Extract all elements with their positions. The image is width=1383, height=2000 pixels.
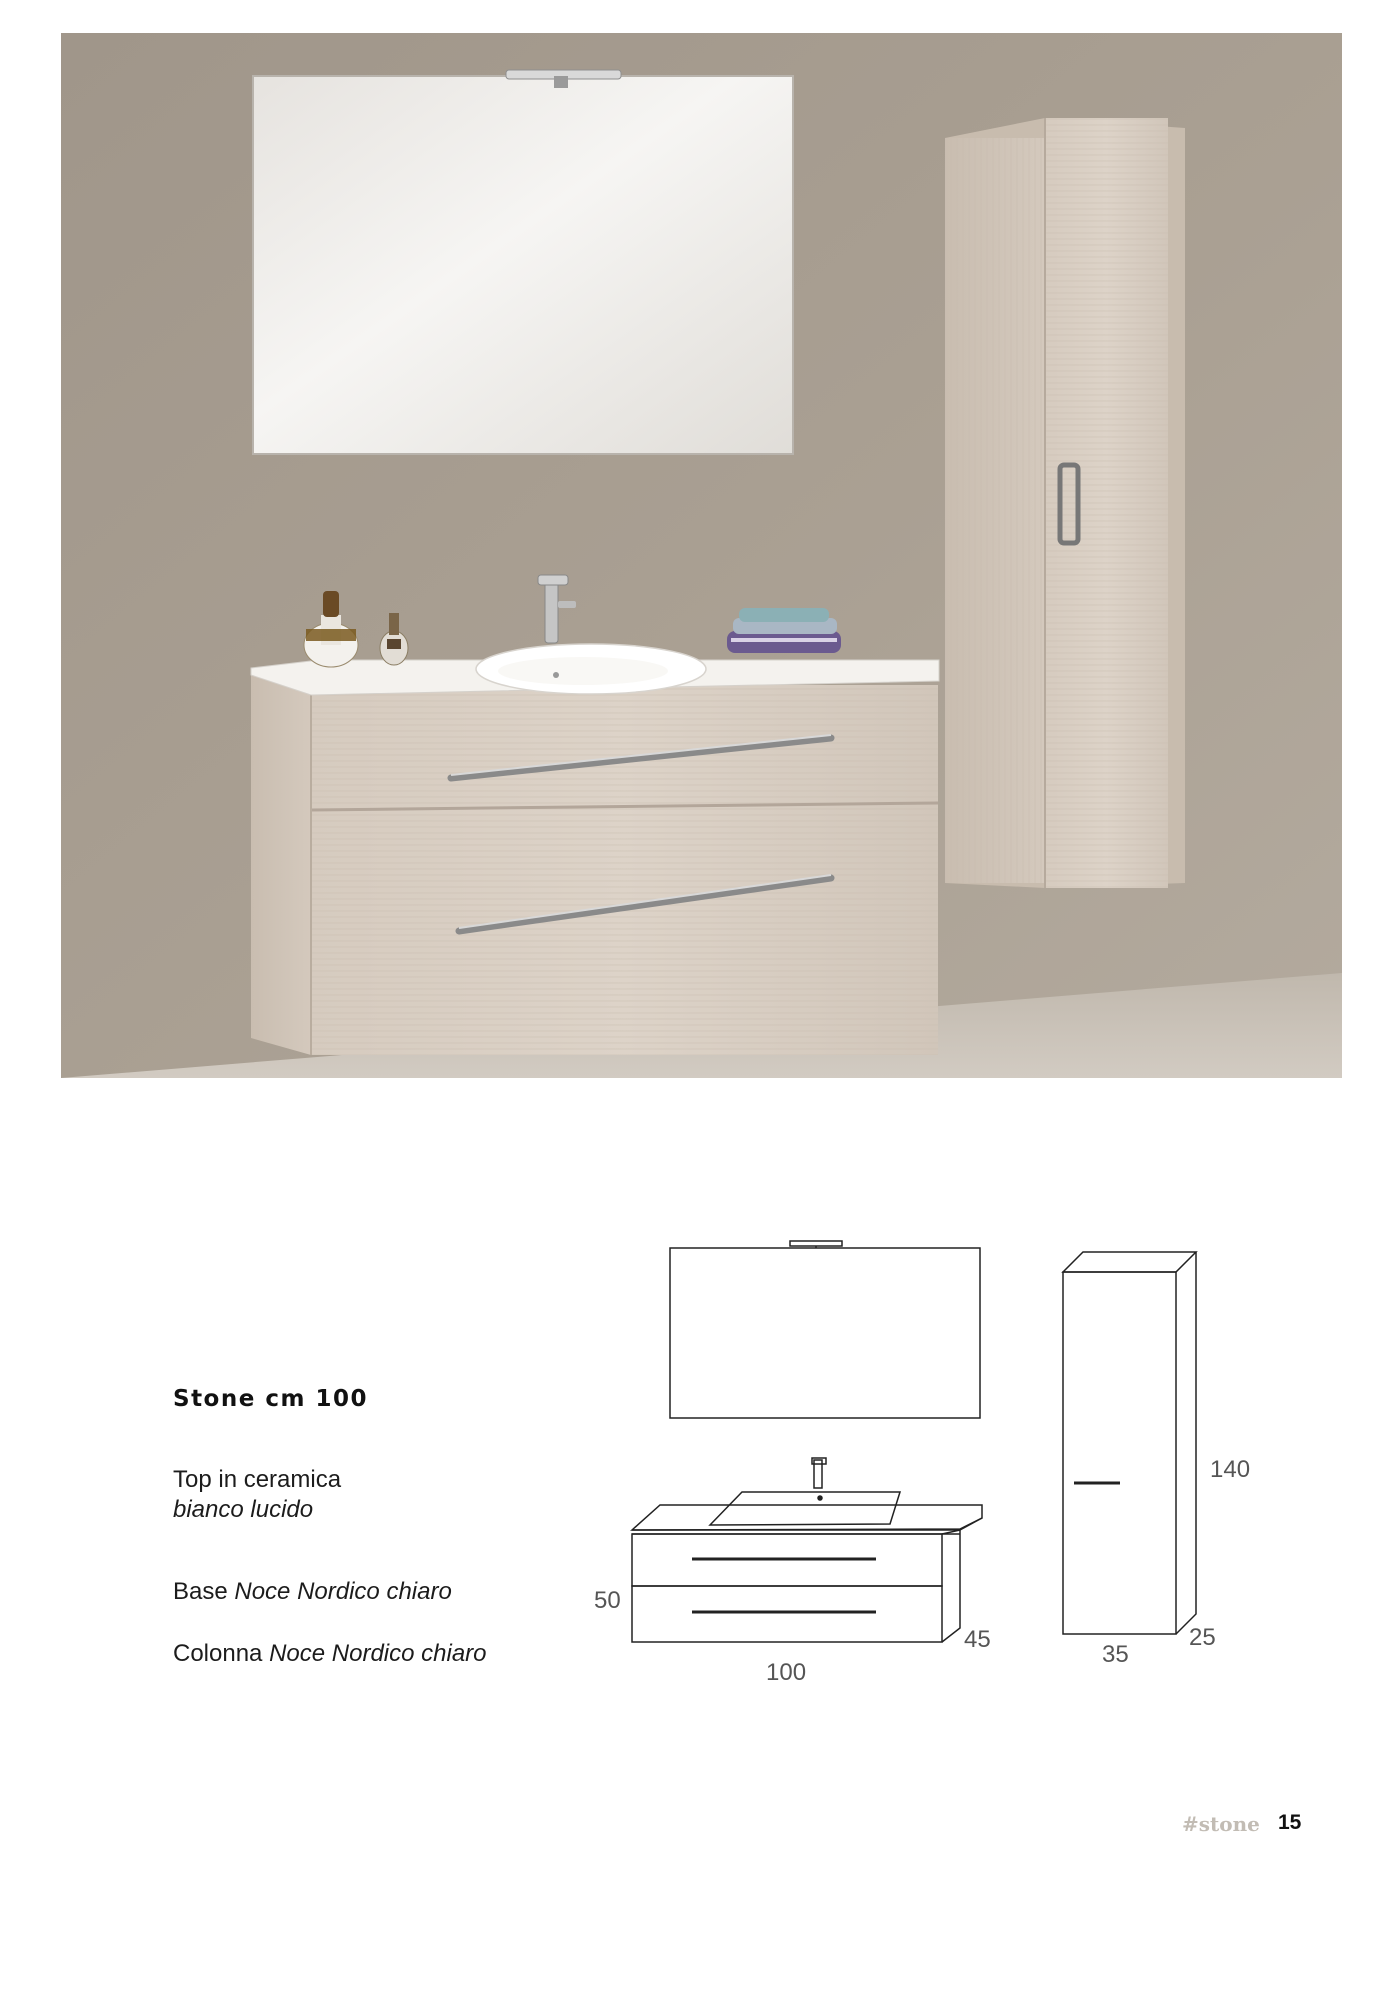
base-finish: Noce Nordico chiaro xyxy=(234,1578,452,1605)
dim-base-depth: 45 xyxy=(964,1626,991,1653)
dim-column-height: 140 xyxy=(1210,1456,1251,1483)
column-drawing xyxy=(1063,1272,1176,1634)
technical-drawing xyxy=(580,1230,1300,1710)
footer-tag: #stone xyxy=(1182,1812,1260,1836)
top-finish: bianco lucido xyxy=(173,1496,314,1523)
page-number: 15 xyxy=(1278,1811,1302,1834)
column-spec xyxy=(173,1639,487,1669)
mirror-drawing xyxy=(670,1248,980,1418)
column-finish: Noce Nordico chiaro xyxy=(269,1640,487,1667)
lower-drawer-drawing xyxy=(632,1586,942,1642)
vanity-top-drawing xyxy=(632,1505,982,1530)
product-photo xyxy=(61,33,1342,1078)
top-label: Top in ceramica xyxy=(173,1466,342,1493)
base-label: Base xyxy=(173,1578,228,1605)
base-spec xyxy=(173,1577,452,1607)
column-label: Colonna xyxy=(173,1640,263,1667)
dim-column-depth: 25 xyxy=(1189,1624,1216,1651)
dim-base-height: 50 xyxy=(594,1587,621,1614)
dim-base-width: 100 xyxy=(766,1659,807,1686)
product-title: Stone cm 100 xyxy=(173,1386,368,1412)
basin-drawing xyxy=(710,1492,900,1525)
top-spec xyxy=(173,1465,341,1525)
dim-column-width: 35 xyxy=(1102,1641,1129,1668)
column-top-drawing xyxy=(1063,1252,1196,1272)
mirror-lamp-drawing xyxy=(790,1241,842,1246)
